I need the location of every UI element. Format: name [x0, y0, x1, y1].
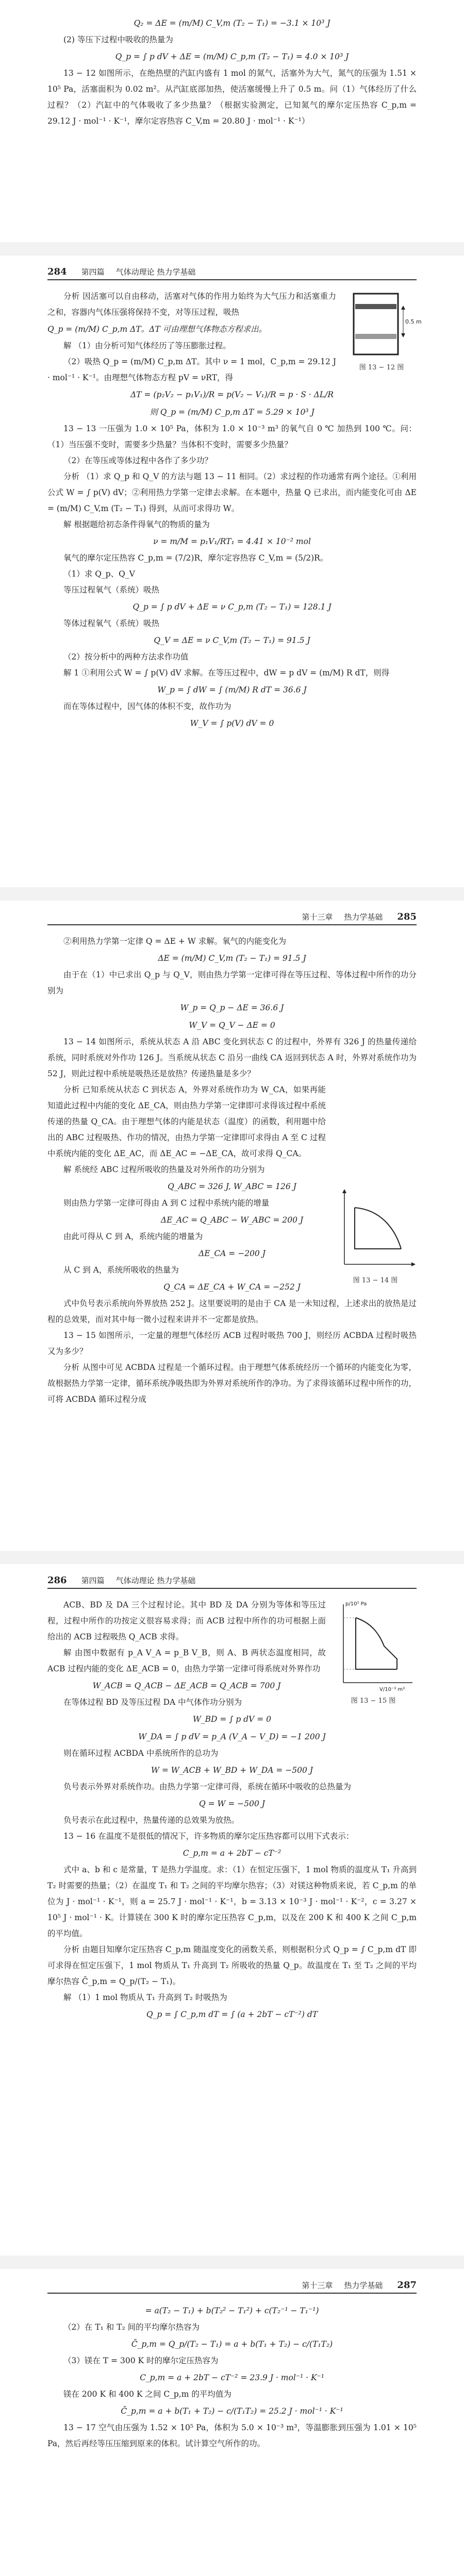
- figure-caption: 图 13 − 15 图: [351, 1697, 396, 1705]
- equation-line: = a(T₂ − T₁) + b(T₂² − T₁²) + c(T₂⁻¹ − T₁⁻¹): [145, 2306, 319, 2315]
- running-title: 热力学基础: [344, 2281, 383, 2290]
- text-line: 而在等体过程中，因气体的体积不变，故作功为: [63, 702, 231, 711]
- page-gap: [0, 1551, 464, 1564]
- figure-13-12: [346, 289, 422, 371]
- equation-line: Q_p = ∫ p dV + ΔE = ν C_p,m (T₂ − T₁) = 128.1 J: [132, 602, 332, 612]
- piston-final: [355, 334, 396, 339]
- page-286: [0, 1564, 464, 2256]
- pv-diagram: [334, 1187, 417, 1273]
- text-line: （2）按分析中的两种方法求作功值: [63, 652, 189, 662]
- path-abc: [355, 1208, 401, 1249]
- page-gap: [0, 2256, 464, 2269]
- problem-13-13: 13 − 13 一压强为 1.0 × 10⁵ Pa，体积为 1.0 × 10⁻³ m³ 的氧气自 0 ℃ 加热到 100 ℃。问：（1）当压强不变时，需要多少热量？当体积不变时，需要多少热量？: [47, 424, 417, 449]
- text-line: （3）镁在 T = 300 K 时的摩尔定压热容为: [63, 2356, 219, 2365]
- problem-13-16: 13 − 16 在温度不是很低的情况下，许多物质的摩尔定压热容都可以用下式表示：: [63, 1832, 354, 1841]
- problem-13-14: 13 − 14 如图所示，系统从状态 A 沿 ABC 变化到状态 C 的过程中，外界有 326 J 的热量传递给系统，同时系统对外作功 126 J。当系统从状态 C 沿另一曲线 CA 返回到状态 A 时，外界对系统作功为 52 J，则此过程中系统是吸热还是放热？传递热量是多少？: [47, 1037, 417, 1078]
- axis-label-v: V/10⁻³ m³: [379, 1687, 405, 1692]
- equation-line: ν = m/M = p₁V₁/RT₁ = 4.41 × 10⁻² mol: [153, 537, 311, 546]
- equation-line: C_p,m = a + 2bT − cT⁻² = 23.9 J · mol⁻¹ · K⁻¹: [140, 2373, 324, 2382]
- equation-line: W_BD = ∫ p dV = 0: [192, 1715, 271, 1724]
- equation-line: Q₂ = ΔE = (m/M) C_V,m (T₂ − T₁) = −3.1 × 10³ J: [134, 19, 330, 28]
- analysis-paragraph: 分析 因活塞可以自由移动，活塞对气体的作用力始终为大气压力和活塞重力之和，容器内气体压强将保持不变，对等压过程，吸热: [47, 292, 336, 317]
- figure-caption: 图 13 − 14 图: [353, 1277, 398, 1284]
- analysis-paragraph: 分析 从图中可见 ACBDA 过程是一个循环过程。由于理想气体系统经历一个循环的内能变化为零，故根据热力学第一定律，循环系统净吸热即为外界对系统所作的净功。为了求得该循环过程中所作的功，可将 ACBDA 循环过程分成: [47, 1363, 417, 1404]
- problem-13-15: 13 − 15 如图所示，一定量的理想气体经历 ACB 过程时吸热 700 J，则经历 ACBDA 过程时吸热又为多少？: [47, 1331, 417, 1356]
- text-line: 由于在（1）中已求出 Q_p 与 Q_V，则由热力学第一定律可得在等压过程、等体过程中所作的功分别为: [47, 970, 417, 995]
- equation-line: Q_p = ∫ p dV + ΔE = (m/M) C_p,m (T₂ − T₁) = 4.0 × 10³ J: [115, 52, 349, 61]
- solution-line: 解 根据题给初态条件得氧气的物质的量为: [63, 520, 210, 529]
- path-da: [356, 1618, 397, 1669]
- page-gap: [0, 242, 464, 256]
- text-line: (2) 等压下过程中吸收的热量为: [63, 35, 173, 44]
- equation-line: W_p = Q_p − ΔE = 36.6 J: [180, 1003, 284, 1012]
- page-284: [0, 256, 464, 887]
- part-label: 第四篇: [81, 1576, 105, 1585]
- text-line: 负号表示外界对系统作功。由热力学第一定律可得，系统在循环中吸收的总热量为: [63, 1782, 352, 1791]
- part-label: 第四篇: [81, 267, 105, 277]
- solution-line: （2）吸热 Q_p = (m/M) C_p,m ΔT。其中 ν = 1 mol，C_p,m = 29.12 J · mol⁻¹ · K⁻¹。由理想气体物态方程 pV = νRT，得: [47, 357, 336, 382]
- page-number: 285: [397, 911, 417, 922]
- text-line: 负号表示在此过程中，热量传递的总效果为放热。: [63, 1816, 240, 1825]
- path-acb: [356, 1618, 397, 1669]
- text-line: （1）求 Q_p、Q_V: [63, 569, 135, 579]
- equation-line: ΔE_CA = −200 J: [198, 1249, 266, 1258]
- analysis-paragraph: 分析 已知系统从状态 C 到状态 A，外界对系统作功为 W_CA，如果再能知道此过程中内能的变化 ΔE_CA，则由热力学第一定律即可求得该过程中系统传递的热量 Q_CA。由于理想气体的内能是状态（温度）的函数，利用题中给出的 ABC 过程吸热、作功的情况，由热力学第一定律即可求得由 A 至 C 过程中系统内能的变化 ΔE_AC，而 ΔE_AC = −ΔE_CA，故可求得 Q_CA。: [47, 1085, 326, 1158]
- equation-line: 则 Q_p = (m/M) C_p,m ΔT = 5.29 × 10³ J: [150, 408, 314, 417]
- equation-line: ΔT = (p₂V₂ − p₁V₁)/R = p(V₂ − V₁)/R = p · S · ΔL/R: [130, 390, 334, 399]
- text-line: 等体过程氧气（系统）吸热: [63, 619, 160, 628]
- figure-caption: 图 13 − 12 图: [359, 364, 404, 371]
- equation-line: W = W_ACB + W_BD + W_DA = −500 J: [151, 1766, 313, 1775]
- text-line: （2）在等压或等体过程中各作了多少功？: [63, 456, 212, 465]
- solution-line: 解 （1）1 mol 物质从 T₁ 升高到 T₂ 时吸热为: [63, 1993, 227, 2002]
- running-header: [47, 911, 417, 925]
- page-fragment-top: [0, 0, 464, 242]
- running-header: [47, 266, 417, 280]
- running-header: [47, 1574, 417, 1589]
- equation-line: W_ACB = Q_ACB − ΔE_ACB = Q_ACB = 700 J: [92, 1681, 281, 1690]
- text-line: ②利用热力学第一定律 Q = ΔE + W 求解。氧气的内能变化为: [63, 937, 287, 946]
- page-number: 286: [47, 1575, 67, 1586]
- figure-13-14: [334, 1187, 417, 1285]
- equation-line: Q_V = ΔE = ν C_V,m (T₂ − T₁) = 91.5 J: [154, 636, 310, 645]
- text-line: 从 C 到 A，系统所吸收的热量为: [63, 1265, 179, 1275]
- equation-line: ΔE_AC = Q_ABC − W_ABC = 200 J: [160, 1215, 304, 1225]
- page-287: [0, 2269, 464, 2576]
- piston: [355, 304, 396, 309]
- page-gap: [0, 887, 464, 901]
- running-title: 气体动理论 热力学基础: [115, 267, 196, 277]
- pv-diagram: [330, 1597, 417, 1693]
- text-line: 镁在 200 K 和 400 K 之间 C_p,m 的平均值为: [63, 2389, 231, 2399]
- running-title: 气体动理论 热力学基础: [115, 1576, 196, 1585]
- equation-line: Q = W = −500 J: [198, 1799, 266, 1808]
- text-line: 则在循环过程 ACBDA 中系统所作的总功为: [63, 1749, 219, 1758]
- equation-line: Q_p = ∫ C_p,m dT = ∫ (a + 2bT − cT⁻²) dT: [146, 2010, 318, 2019]
- page-number: 287: [397, 2280, 417, 2291]
- chapter-label: 第十三章: [302, 912, 333, 922]
- problem-13-12: 13 − 12 如图所示，在绝热壁的汽缸内盛有 1 mol 的氮气，活塞外为大气，氮气的压强为 1.51 × 10⁵ Pa，活塞面积为 0.02 m²。从汽缸底部加热，使活塞缓慢上升了 0.5 m。问（1）气体经历了什么过程？（2）汽缸中的气体吸收了多少热量？（根据实验测定，已知氮气的摩尔定压热容 C_p,m = 29.12 J · mol⁻¹ · K⁻¹，摩尔定容热容 C_V,m = 20.80 J · mol⁻¹ · K⁻¹）: [47, 69, 417, 126]
- equation-line: W_V = ∫ p(V) dV = 0: [190, 719, 274, 728]
- equation-line: C̄_p,m = Q_p/(T₂ − T₁) = a + b(T₁ + T₂) − c/(T₁T₂): [131, 2340, 333, 2349]
- solution-line: 解 系统经 ABC 过程所吸收的热量及对外所作的功分别为: [63, 1165, 265, 1174]
- solution-line: 解 由图中数据有 p_A V_A = p_B V_B，则 A、B 两状态温度相同，故 ACB 过程内能的变化 ΔE_ACB = 0，由热力学第一定律可得系统对外界作功: [47, 1648, 326, 1673]
- problem-13-17: 13 − 17 空气由压强为 1.52 × 10⁵ Pa，体积为 5.0 × 10⁻³ m³，等温膨胀到压强为 1.01 × 10⁵ Pa，然后再经等压压缩到原来的体积。试计算空气所作的功。: [47, 2423, 417, 2448]
- text-line: 在等体过程 BD 及等压过程 DA 中气体作功分别为: [63, 1698, 242, 1707]
- analysis-paragraph: 分析 （1）求 Q_p 和 Q_V 的方法与题 13 − 11 相同。（2）求过程的作功通常有两个途径。①利用公式 W = ∫ p(V) dV；②利用热力学第一定律去求解。在本题中，热量 Q 已求出，而内能变化可由 ΔE = (m/M) C_V,m (T₂ − T₁) 得到，从而可求得功 W。: [47, 472, 417, 513]
- text-line: 氧气的摩尔定压热容 C_p,m = (7/2)R，摩尔定容热容 C_V,m = (5/2)R。: [63, 553, 328, 563]
- equation-line: W_p = ∫ dW = ∫ (m/M) R dT = 36.6 J: [157, 685, 307, 694]
- equation-line: C_p,m = a + 2bT − cT⁻²: [183, 1849, 281, 1858]
- equation-line: Q_p = (m/M) C_p,m ΔT。ΔT 可由理想气体物态方程求出。: [47, 325, 267, 334]
- text-line: 由此可得从 C 到 A，系统内能的增量为: [63, 1232, 203, 1241]
- page-285: [0, 901, 464, 1551]
- chapter-label: 第十三章: [302, 2281, 333, 2290]
- text-line: 式中 a、b 和 c 是常量，T 是热力学温度。求：（1）在恒定压强下，1 mol 物质的温度从 T₁ 升高到 T₂ 时需要的热量；（2）在温度 T₁ 和 T₂ 之间的平均摩尔热容；（3）对镁这种物质来说，若 C_p,m 的单位为 J · mol⁻¹ · K⁻¹，则 a = 25.7 J · mol⁻¹ · K⁻¹，b = 3.13 × 10⁻³ J · mol⁻¹ · K⁻²，c = 3.27 × 10⁵ J · mol⁻¹ · K。计算镁在 300 K 时的摩尔定压热容 C_p,m，以及在 200 K 和 400 K 之间 C_p,m 的平均值。: [47, 1865, 417, 1938]
- equation-line: W_DA = ∫ p dV = p_A (V_A − V_D) = −1 200 J: [138, 1732, 326, 1741]
- cylinder-diagram: [346, 289, 422, 360]
- equation-line: W_V = Q_V − ΔE = 0: [189, 1021, 275, 1030]
- figure-13-15: [330, 1597, 417, 1705]
- solution-line: 解 1 ①利用公式 W = ∫ p(V) dV 求解。在等压过程中，dW = p dV = (m/M) R dT，则得: [63, 668, 390, 677]
- text-line: （2）在 T₁ 和 T₂ 间的平均摩尔热容为: [63, 2323, 200, 2332]
- running-title: 热力学基础: [344, 912, 383, 922]
- running-header: [47, 2279, 417, 2294]
- text-line: 式中负号表示系统向外界放热 252 J。这里要说明的是由于 CA 是一未知过程，上述求出的放热是过程的总效果，而对其中每一微小过程来讲并不一定都是放热。: [47, 1299, 417, 1324]
- text-line: 则由热力学第一定律可得由 A 到 C 过程中系统内能的增量: [63, 1198, 270, 1208]
- analysis-paragraph: 分析 由题目知摩尔定压热容 C_p,m 随温度变化的函数关系，则根据积分式 Q_p = ∫ C_p,m dT 即可求得在恒定压强下，1 mol 物质从 T₁ 升高到 T₂ 所吸收的热量 Q_p。故温度在 T₁ 至 T₂ 之间的平均摩尔热容 C̄_p,m = Q_p/(T₂ − T₁)。: [47, 1945, 417, 1986]
- equation-line: C̄_p,m = a + b(T₁ + T₂) − c/(T₁T₂) = 25.2 J · mol⁻¹ · K⁻¹: [121, 2406, 343, 2416]
- solution-line: 解 （1）由分析可知气体经历了等压膨胀过程。: [63, 341, 231, 350]
- path-ca: [355, 1208, 401, 1249]
- text-line: ACB、BD 及 DA 三个过程讨论。其中 BD 及 DA 分别为等体和等压过程，过程中所作的功按定义很容易求得；而 ACB 过程中所作的功可根据上面给出的 ACB 过程吸热 Q_ACB 求得。: [47, 1600, 326, 1641]
- equation-line: Q_ABC = 326 J, W_ABC = 126 J: [168, 1182, 296, 1191]
- page-number: 284: [47, 266, 67, 277]
- text-line: 等压过程氧气（系统）吸热: [63, 585, 160, 595]
- equation-line: ΔE = (m/M) C_V,m (T₂ − T₁) = 91.5 J: [158, 954, 306, 963]
- dimension-label: 0.5 m: [405, 318, 422, 325]
- axis-label-p: p/10⁵ Pa: [345, 1601, 367, 1607]
- equation-line: Q_CA = ΔE_CA + W_CA = −252 J: [163, 1282, 301, 1292]
